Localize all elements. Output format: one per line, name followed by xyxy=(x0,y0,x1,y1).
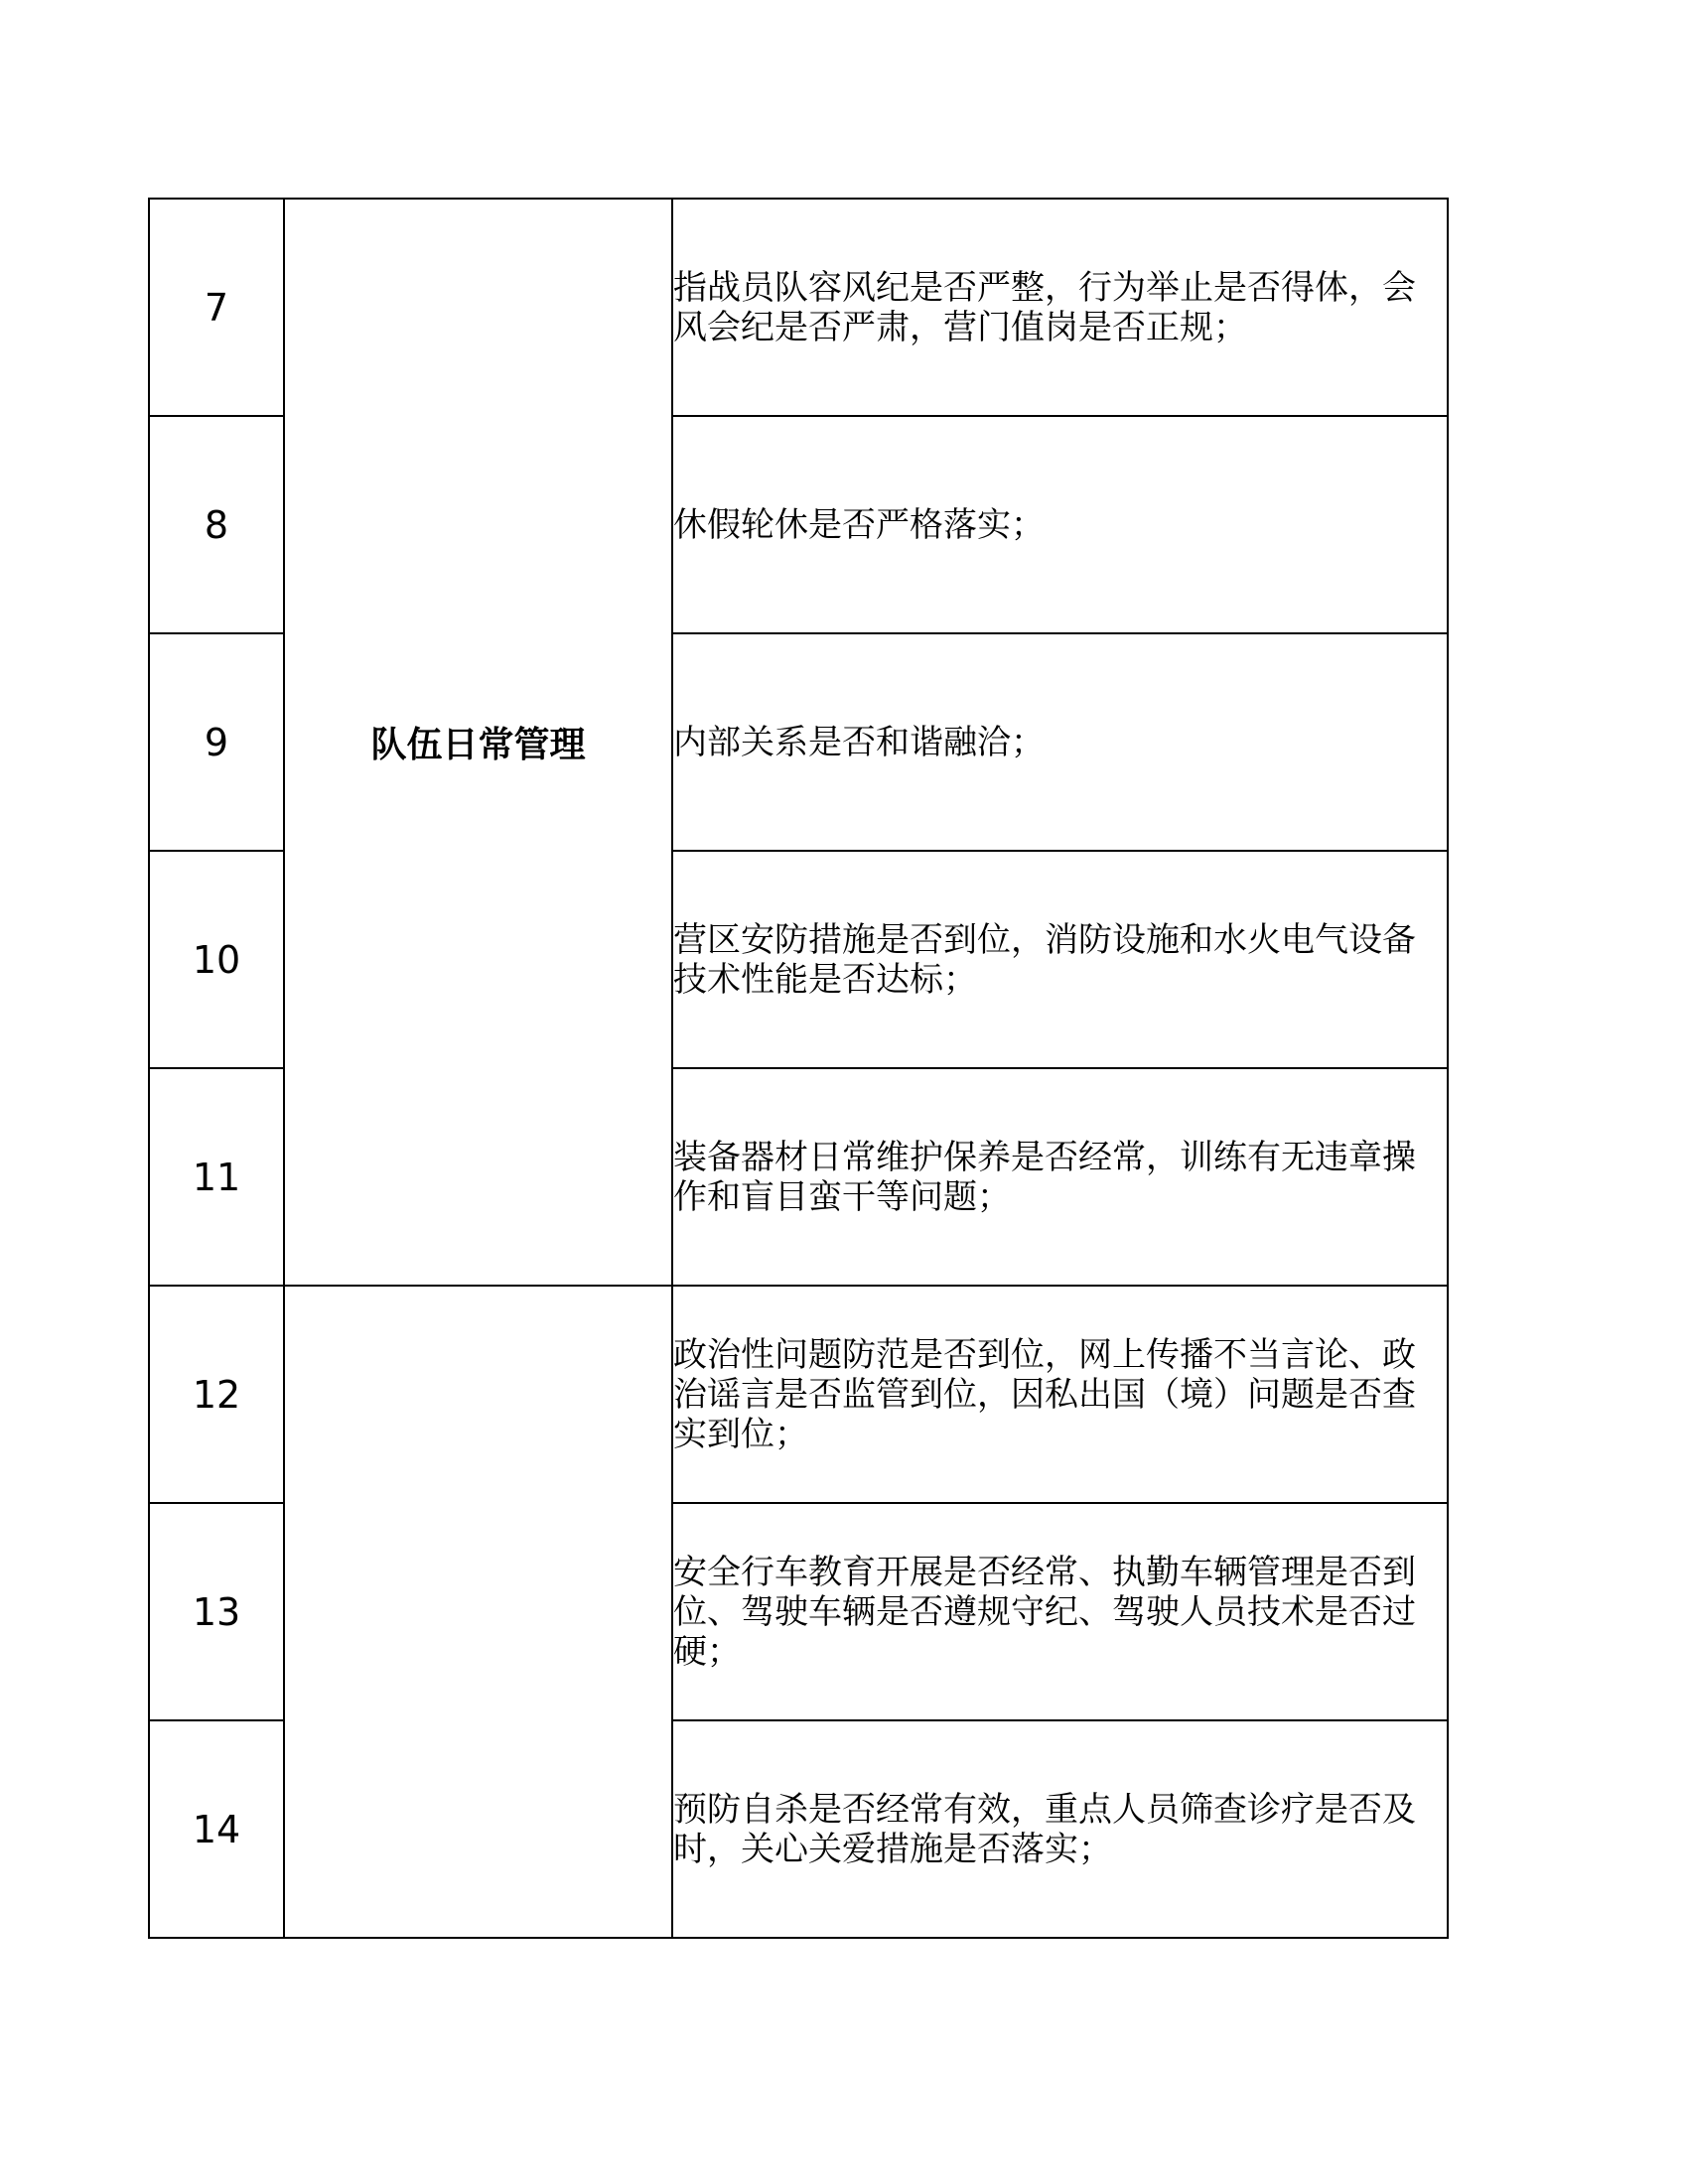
row-number: 12 xyxy=(149,1286,284,1503)
check-item-text: 营区安防措施是否到位，消防设施和水火电气设备技术性能是否达标； xyxy=(673,919,1416,1000)
table-row xyxy=(149,199,1448,416)
check-item-text: 指战员队容风纪是否严整，行为举止是否得体，会风会纪是否严肃，营门值岗是否正规； xyxy=(673,267,1416,347)
check-item-text: 休假轮休是否严格落实； xyxy=(673,504,1045,545)
category-label: 队伍日常管理 xyxy=(284,199,672,1286)
check-item xyxy=(672,1068,1448,1286)
row-number: 7 xyxy=(149,199,284,416)
check-item xyxy=(672,851,1448,1068)
row-number: 8 xyxy=(149,416,284,633)
check-item-text: 政治性问题防范是否到位，网上传播不当言论、政治谣言是否监管到位，因私出国（境）问题是否查实到位； xyxy=(673,1334,1416,1454)
check-item-text: 内部关系是否和谐融洽； xyxy=(673,722,1045,762)
checklist-sheet xyxy=(148,198,1449,1939)
row-number: 9 xyxy=(149,633,284,851)
table-row xyxy=(149,1286,1448,1503)
row-number: 13 xyxy=(149,1503,284,1720)
checklist-table xyxy=(148,198,1449,1939)
check-item xyxy=(672,1286,1448,1503)
check-item-text: 装备器材日常维护保养是否经常，训练有无违章操作和盲目蛮干等问题； xyxy=(673,1137,1416,1217)
check-item-text: 安全行车教育开展是否经常、执勤车辆管理是否到位、驾驶车辆是否遵规守纪、驾驶人员技术是否过硬； xyxy=(673,1552,1416,1672)
check-item xyxy=(672,633,1448,851)
row-number: 10 xyxy=(149,851,284,1068)
check-item xyxy=(672,199,1448,416)
category-label xyxy=(284,1286,672,1938)
check-item xyxy=(672,1720,1448,1938)
row-number: 14 xyxy=(149,1720,284,1938)
check-item xyxy=(672,416,1448,633)
check-item xyxy=(672,1503,1448,1720)
check-item-text: 预防自杀是否经常有效，重点人员筛查诊疗是否及时，关心关爱措施是否落实； xyxy=(673,1789,1416,1869)
row-number: 11 xyxy=(149,1068,284,1286)
